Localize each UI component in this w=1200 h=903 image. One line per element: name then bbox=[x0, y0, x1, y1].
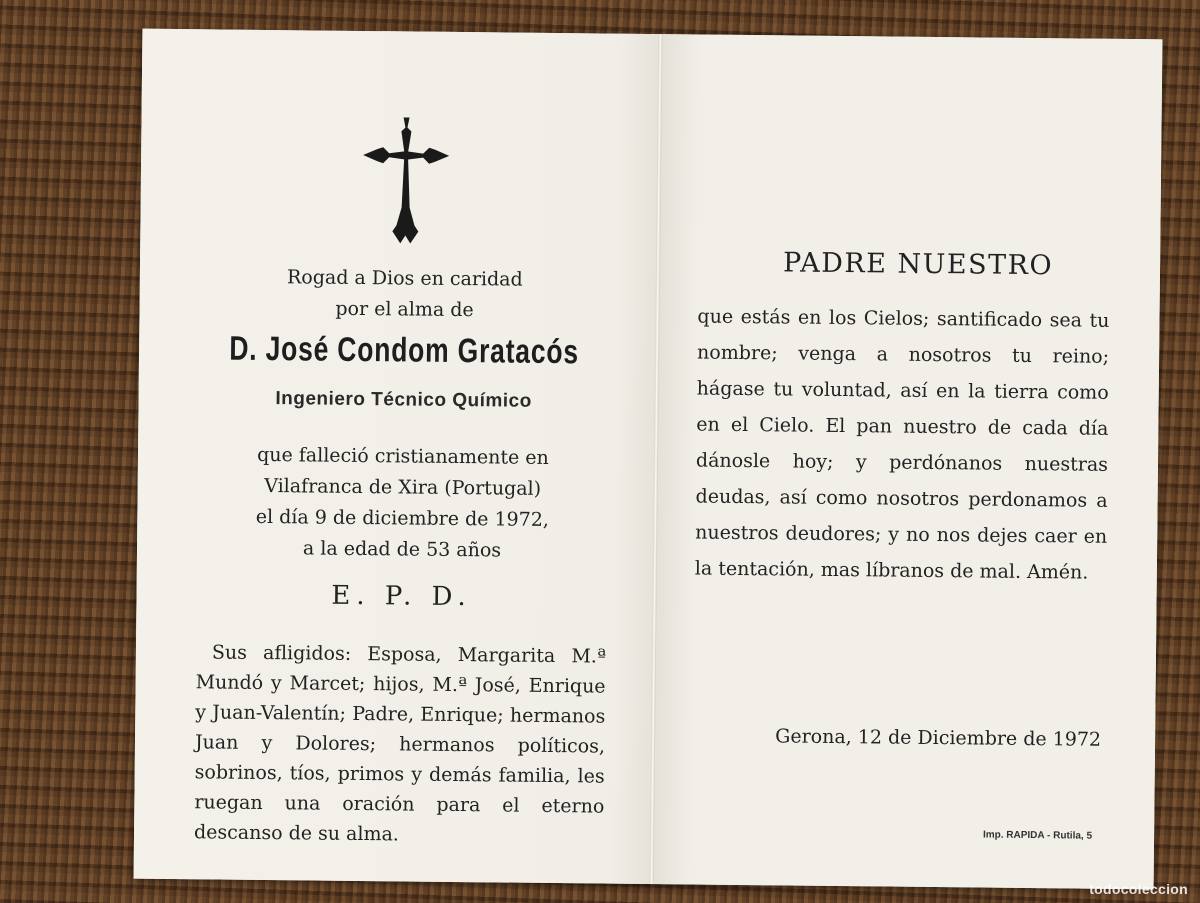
prayer-heading: PADRE NUESTRO bbox=[782, 247, 1054, 282]
cross-icon bbox=[362, 117, 449, 244]
watermark: todocoleccion bbox=[1089, 881, 1188, 897]
memorial-card bbox=[134, 29, 1163, 890]
left-panel bbox=[134, 29, 661, 884]
place-date: Gerona, 12 de Diciembre de 1972 bbox=[775, 725, 1102, 751]
prayer-text: que estás en los Cielos; santificado sea tu nombre; venga a nosotros tu reino; hágase tu voluntad, así en la tierra como en el Cielo. El pan nuestro de cada día dánosle hoy; y perdónanos nuestras deudas, así como nosotros perdonamos a nuestros deudores; y no nos dejes caer en la tentación, mas líbranos de mal. Amén. bbox=[694, 305, 1110, 584]
printer-credit: Imp. RAPIDA - Rutila, 5 bbox=[982, 829, 1093, 842]
right-panel bbox=[652, 34, 1163, 889]
deceased-name: D. José Condom Gratacós bbox=[229, 329, 580, 372]
epd-text: E. P. D. bbox=[331, 580, 472, 613]
family-text: Sus afligidos: Esposa, Margarita M.ª Mundó y Marcet; hijos, M.ª José, Enrique y Juan-Valentín; Padre, Enrique; hermanos Juan y Dolores; hermanos políticos, sobrinos, tíos, primos y demás familia, les ruegan una oración para el eterno descanso de su alma. bbox=[193, 641, 607, 846]
intro-text: Rogad a Dios en caridad por el alma de bbox=[286, 266, 523, 322]
death-notice: que falleció cristianamente en Vilafranca de Xira (Portugal) el día 9 de diciembre de 1972, a la edad de 53 años bbox=[255, 443, 550, 562]
deceased-title: Ingeniero Técnico Químico bbox=[275, 388, 532, 412]
